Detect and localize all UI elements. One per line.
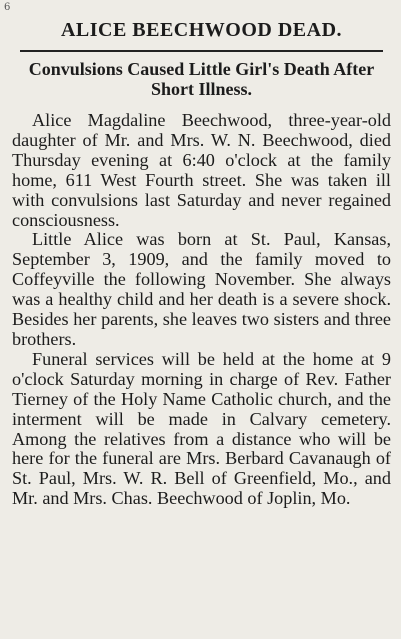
headline-rule: [20, 50, 383, 52]
paragraph-funeral: Funeral services will be held at the home at 9 o'clock Saturday morning in charge of Rev. Father Tierney of the Holy Name Catholic church, and the interment will be made in Calvary cemetery. Among the relatives from a distance who will be here for the funeral are Mrs. Berbard Cavanaugh of St. Paul, Mrs. W. R. Bell of Greenfield, Mo., and Mr. and Mrs. Chas. Beechwood of Joplin, Mo.: [12, 348, 391, 509]
paragraph-death-notice: Alice Magdaline Beechwood, three-year-old daughter of Mr. and Mrs. W. N. Beechwood, died Thursday evening at 6:40 o'clock at the family home, 611 West Fourth street. She was taken ill with convulsions last Saturday and never regained consciousness.: [12, 110, 391, 230]
paragraph-biography: Little Alice was born at St. Paul, Kansas, September 3, 1909, and the family moved to Coffeyville the following November. She always was a healthy child and her death is a severe shock. Besides her parents, she leaves two sisters and three brothers.: [12, 229, 391, 349]
subheadline: Convulsions Caused Little Girl's Death After Short Illness.: [28, 59, 375, 99]
article-body: [12, 111, 391, 509]
headline: ALICE BEECHWOOD DEAD.: [60, 19, 343, 41]
page-mark: 6: [4, 2, 11, 13]
